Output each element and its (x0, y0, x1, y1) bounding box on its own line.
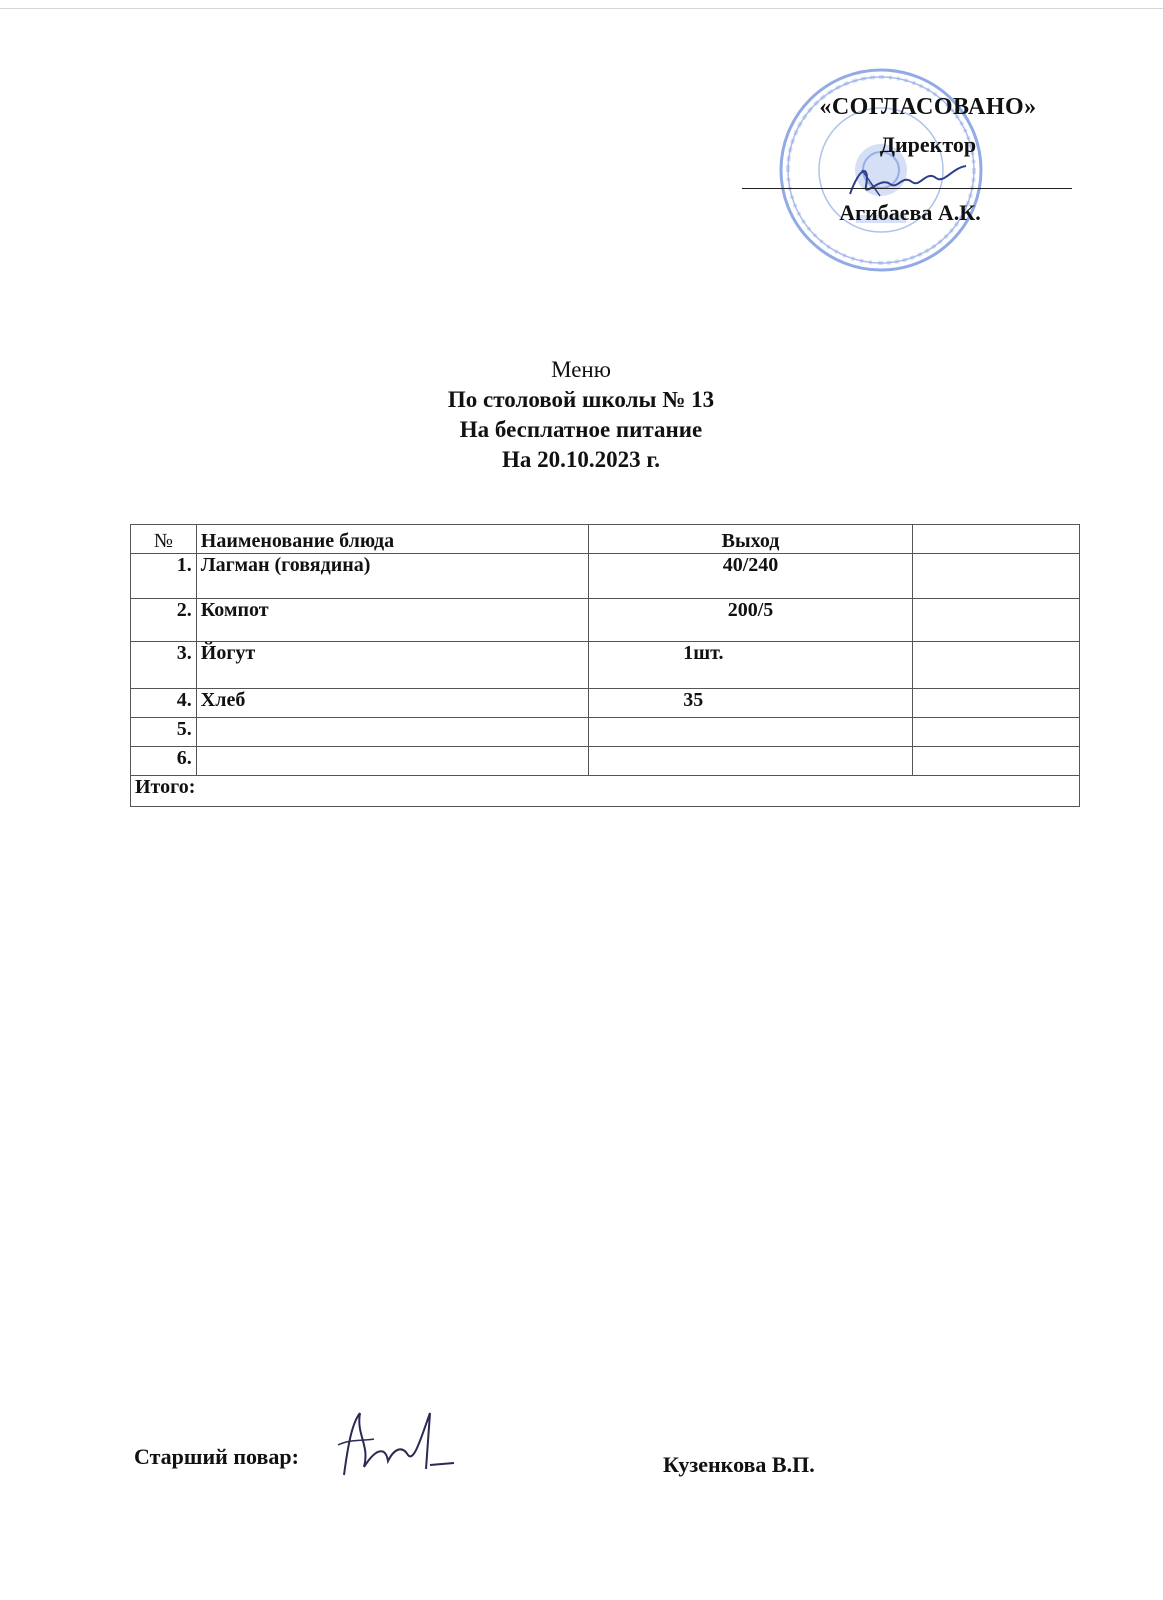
table-row (131, 747, 1080, 776)
column-header-yield: Выход (589, 525, 913, 554)
approval-block (740, 88, 1080, 238)
total-row (131, 776, 1080, 807)
header-line-3: На бесплатное питание (459, 417, 703, 442)
director-signature (840, 156, 970, 206)
table-row (131, 642, 1080, 689)
row-number: 6. (131, 747, 197, 776)
empty-cell (912, 642, 1079, 689)
row-number: 1. (131, 554, 197, 599)
dish-name: Компот (196, 599, 588, 642)
approval-role: Директор (879, 132, 977, 157)
header-line-2: По столовой школы № 13 (447, 387, 715, 412)
header-line-4: На 20.10.2023 г. (502, 447, 660, 472)
dish-yield: 35 (589, 689, 913, 718)
dish-yield (589, 718, 913, 747)
row-number: 3. (131, 642, 197, 689)
header-line-1: Меню (551, 357, 611, 382)
table-row (131, 718, 1080, 747)
chef-name: Кузенкова В.П. (663, 1452, 815, 1477)
dish-name (196, 747, 588, 776)
table-row (131, 554, 1080, 599)
empty-cell (912, 689, 1079, 718)
column-header-dish: Наименование блюда (196, 525, 588, 554)
dish-name: Йогут (196, 642, 588, 689)
empty-cell (912, 554, 1079, 599)
row-number: 2. (131, 599, 197, 642)
approval-name: Агибаева А.К. (839, 200, 981, 225)
dish-yield: 200/5 (589, 599, 913, 642)
chef-signature (330, 1405, 460, 1485)
dish-yield (589, 747, 913, 776)
menu-table (130, 524, 1080, 807)
dish-name: Хлеб (196, 689, 588, 718)
dish-yield: 1шт. (589, 642, 913, 689)
table-header-row (131, 525, 1080, 554)
approval-signature-line (742, 188, 1072, 189)
top-scan-edge (0, 8, 1163, 9)
total-label: Итого: (131, 776, 1080, 807)
empty-cell (912, 599, 1079, 642)
chef-label: Старший повар: (134, 1444, 299, 1469)
column-header-number: № (131, 525, 197, 554)
table-row (131, 599, 1080, 642)
empty-cell (912, 718, 1079, 747)
table-row (131, 689, 1080, 718)
column-header-empty (912, 525, 1079, 554)
dish-yield: 40/240 (589, 554, 913, 599)
row-number: 4. (131, 689, 197, 718)
document-header (281, 355, 881, 475)
row-number: 5. (131, 718, 197, 747)
dish-name (196, 718, 588, 747)
dish-name: Лагман (говядина) (196, 554, 588, 599)
empty-cell (912, 747, 1079, 776)
approval-title: «СОГЛАСОВАНО» (819, 94, 1037, 120)
